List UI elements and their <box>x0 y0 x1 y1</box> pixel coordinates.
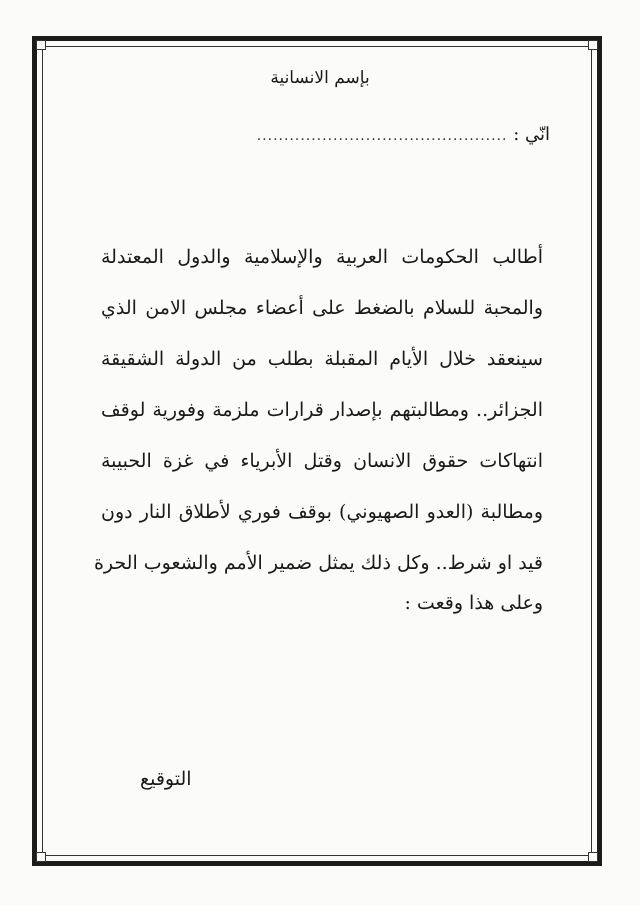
border-corner-bottom-right <box>588 852 598 862</box>
border-corner-top-left <box>36 40 46 50</box>
border-corner-top-right <box>588 40 598 50</box>
name-blank-dots: .............................................. <box>256 128 508 144</box>
signature-label: التوقيع <box>140 768 192 790</box>
body-line: الجزائر.. ومطالبتهم بإصدار قرارات ملزمة وفورية لوقف <box>101 399 543 421</box>
body-line: والمحبة للسلام بالضغط على أعضاء مجلس الامن الذي <box>101 297 543 319</box>
document-title: بإسم الانسانية <box>270 68 370 88</box>
border-corner-bottom-left <box>36 852 46 862</box>
name-label: انّي : <box>513 124 550 145</box>
body-line: ومطالبة (العدو الصهيوني) بوقف فوري لأطلاق النار دون <box>101 501 543 523</box>
body-line: أطالب الحكومات العربية والإسلامية والدول المعتدلة <box>101 246 543 268</box>
body-line: سينعقد خلال الأيام المقبلة بطلب من الدولة الشقيقة <box>101 348 543 370</box>
closing-statement: وعلى هذا وقعت : <box>404 592 543 614</box>
body-line: انتهاكات حقوق الانسان وقتل الأبرياء في غزة الحبيبة <box>101 450 543 472</box>
petition-body <box>93 232 543 589</box>
name-field <box>257 124 550 145</box>
body-line: قيد او شرط.. وكل ذلك يمثل ضمير الأمم والشعوب الحرة <box>93 552 543 574</box>
